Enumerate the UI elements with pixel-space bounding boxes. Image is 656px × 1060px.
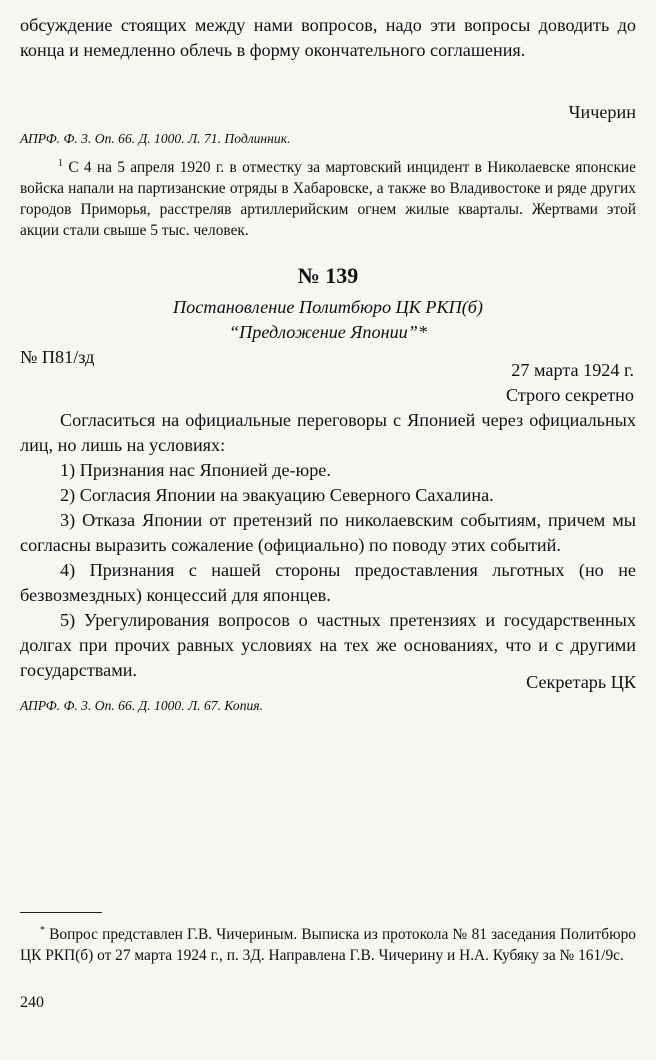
document-footnote (20, 920, 636, 966)
document-intro: Согласиться на официальные переговоры с Японией через официальных лиц, но лишь на условиях: (20, 410, 636, 455)
document-signature: Секретарь ЦК (526, 672, 636, 692)
condition-item: 3) Отказа Японии от претензий по николаевским событиям, причем мы согласны выразить сожаление (официально) по поводу этих событий. (20, 510, 636, 555)
document-number: № 139 (297, 263, 359, 288)
document-ref-number: № П81/зд (20, 347, 95, 367)
document-body (20, 408, 636, 683)
condition-item: 1) Признания нас Японией де-юре. (60, 460, 331, 480)
document-title-line1: Постановление Политбюро ЦК РКП(б) (173, 297, 483, 317)
footnote-separator (20, 912, 102, 913)
document-date: 27 марта 1924 г. (511, 360, 634, 380)
previous-document-source: АПРФ. Ф. 3. Оп. 66. Д. 1000. Л. 71. Подлинник. (20, 131, 291, 146)
document-footnote-text: Вопрос представлен Г.В. Чичериным. Выписка из протокола № 81 заседания Политбюро ЦК РКП(б) от 27 марта 1924 г., п. 3Д. Направлена Г.В. Чичерину и Н.А. Кубяку за № 161/9с. (20, 926, 636, 965)
footnote-marker: 1 (58, 158, 63, 169)
condition-item: 4) Признания с нашей стороны предоставления льготных (но не безвозмездных) концессий для японцев. (20, 560, 636, 605)
previous-footnote (20, 153, 636, 241)
previous-footnote-text: С 4 на 5 апреля 1920 г. в отместку за мартовский инцидент в Николаевске японские войска напали на партизанские отряды в Хабаровске, а также во Владивостоке и ряде других городов Приморья, расстреляв артиллерийским огнем жилые кварталы. Жертвами этой акции стали свыше 5 тыс. человек. (20, 159, 636, 240)
carryover-paragraph: обсуждение стоящих между нами вопросов, надо эти вопросы доводить до конца и немедленно облечь в форму окончательного соглашения. (20, 15, 636, 60)
condition-item: 2) Согласия Японии на эвакуацию Северного Сахалина. (60, 485, 494, 505)
previous-document-signature: Чичерин (568, 102, 636, 122)
footnote-marker: * (40, 925, 45, 936)
document-title-line2: “Предложение Японии”* (228, 322, 427, 342)
condition-item: 5) Урегулирования вопросов о частных претензиях и государственных долгах при прочих равных условиях на тех же основаниях, что и с другими государствами. (20, 610, 636, 680)
page-number: 240 (20, 994, 44, 1011)
document-classification: Строго секретно (505, 385, 634, 405)
document-source: АПРФ. Ф. 3. Оп. 66. Д. 1000. Л. 67. Копия. (20, 698, 264, 713)
